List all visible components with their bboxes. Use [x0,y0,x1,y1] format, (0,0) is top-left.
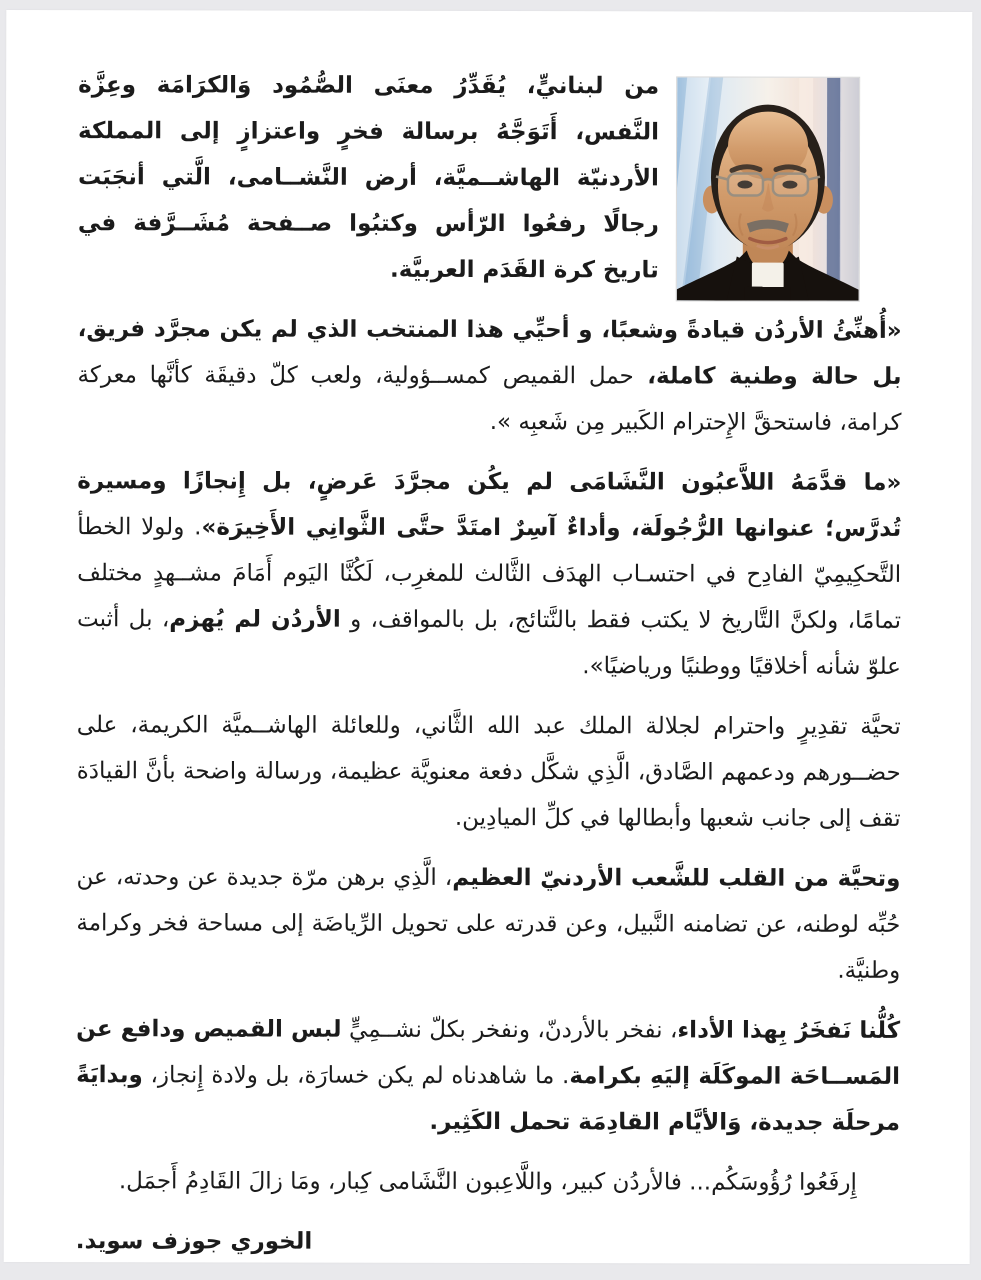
priest-portrait-illustration [677,77,859,300]
text-run: . ولولا الخطأ التَّحكِيمِيّ الفادِح في احتسـاب الهدَف الثَّالث للمغرِب، لَكُنَّا اليَوم أَمَامَ مشــهدٍ مختلف تمامًا، ولكنَّ التَّاريخ لا يكتب فقط بالنَّتائج، بل بالمواقف، و [77,514,902,634]
paragraph-3 [77,458,901,690]
text-run: الأردُن لم يُهزم [169,606,341,633]
paragraph-4 [77,702,901,842]
text-run: حمل القميص كمســؤولية، ولعب كلّ دقيقَة كأنَّها معركة كرامة، فاستحقَّ الإِحترام الكَبير مِن شَعبِه ». [77,362,902,436]
paragraph-7 [76,1158,900,1206]
paragraph-5 [76,854,900,994]
text-run: ، الَّذِي برهن مرّة جديدة عن وحدته، عن حُبِّه لوطنه، عن تضامنه النَّبيل، وعن قدرته على تحويل الرِّياضَة إلى مساحة فخر وكرامة وطنيَّة. [76,864,901,984]
text-run: . ما شاهدناه لم يكن خسارَة، بل ولادة إِنجاز، [142,1062,570,1090]
paragraph-6 [76,1006,900,1146]
text-run: إِرفَعُوا رُؤُوسَكُم... فالأردُن كبير، واللَّاعِبون النَّشَامى كِبار، ومَا زالَ القَادِمُ أَجمَل. [118,1168,857,1196]
text-run: وتحيَّة من القلب للشَّعب الأردنيّ العظيم [452,864,901,892]
text-run: وبدايَةً مرحلَة جديدة، وَالأيَّام القادِمَة تحمل الكَثِير. [76,1062,901,1136]
paragraph-2 [77,306,901,446]
letter-body [4,10,973,1266]
scanned-letter-page [4,10,973,1264]
text-run: ، نفخر بالأردنّ، ونفخر بكلّ نشــمِيٍّ [341,1016,678,1044]
text-run: تحيَّة تقدِيرٍ واحترام لجلالة الملك عبد الله الثَّاني، وللعائلة الهاشــميَّة الكريمة، على حضــورهم ودعمهم الصَّادق، الَّذِي شكَّل دفعة معنويَّة عظيمة، ورسالة واضحة بأنَّ القيادَة تقف إلى جانب شعبها وأبطالها في كلِّ الميادِين. [76,712,901,832]
portrait-photo [677,77,859,300]
signature: الخوري جوزف سويد. [75,1228,313,1255]
text-run: «أُهنِّئُ الأردُن قيادةً وشعبًا، و أحيِّي هذا المنتخب الذي لم يكن مجرَّد فريق، بل حالة وطنية كاملة، [77,316,902,390]
text-run: من لبنانيٍّ، يُقَدِّرُ معنَى الصُّمُود وَالكرَامَة وعِزَّة النَّفس، أَتَوَجَّهُ برسالة فخرٍ واعتزازٍ إلى المملكة الأردنيّة الهاشــميَّة، أرض النَّشــامى، الَّتي أنجَبَت رجالًا رفعُوا الرّأس وكتبُوا صــفحة مُشَــرَّفة في تاريخ كرة القَدَم العربيَّة. [77,72,660,284]
text-run: ، بل أثبت علوّ شأنه أخلاقيًا ووطنيًا ورياضيًا». [77,606,901,680]
text-run: كُلُّنا نَفخَرُ بِهذا الأداء [677,1017,901,1044]
text-run: لبس القميص ودافع عن المَســاحَة الموكَلَة إليَهِ بكرامة [76,1016,901,1090]
text-run: «ما قدَّمَهُ اللاَّعبُون النَّشَامَى لم يكُن مجرَّدَ عَرضٍ، بل إِنجازًا ومسيرة تُدرَّس؛ عنوانها الرُّجُولَة، وأداءٌ آسِرٌ امتَدَّ حتَّى الثَّوانِي الأَخِيرَة» [77,468,902,542]
